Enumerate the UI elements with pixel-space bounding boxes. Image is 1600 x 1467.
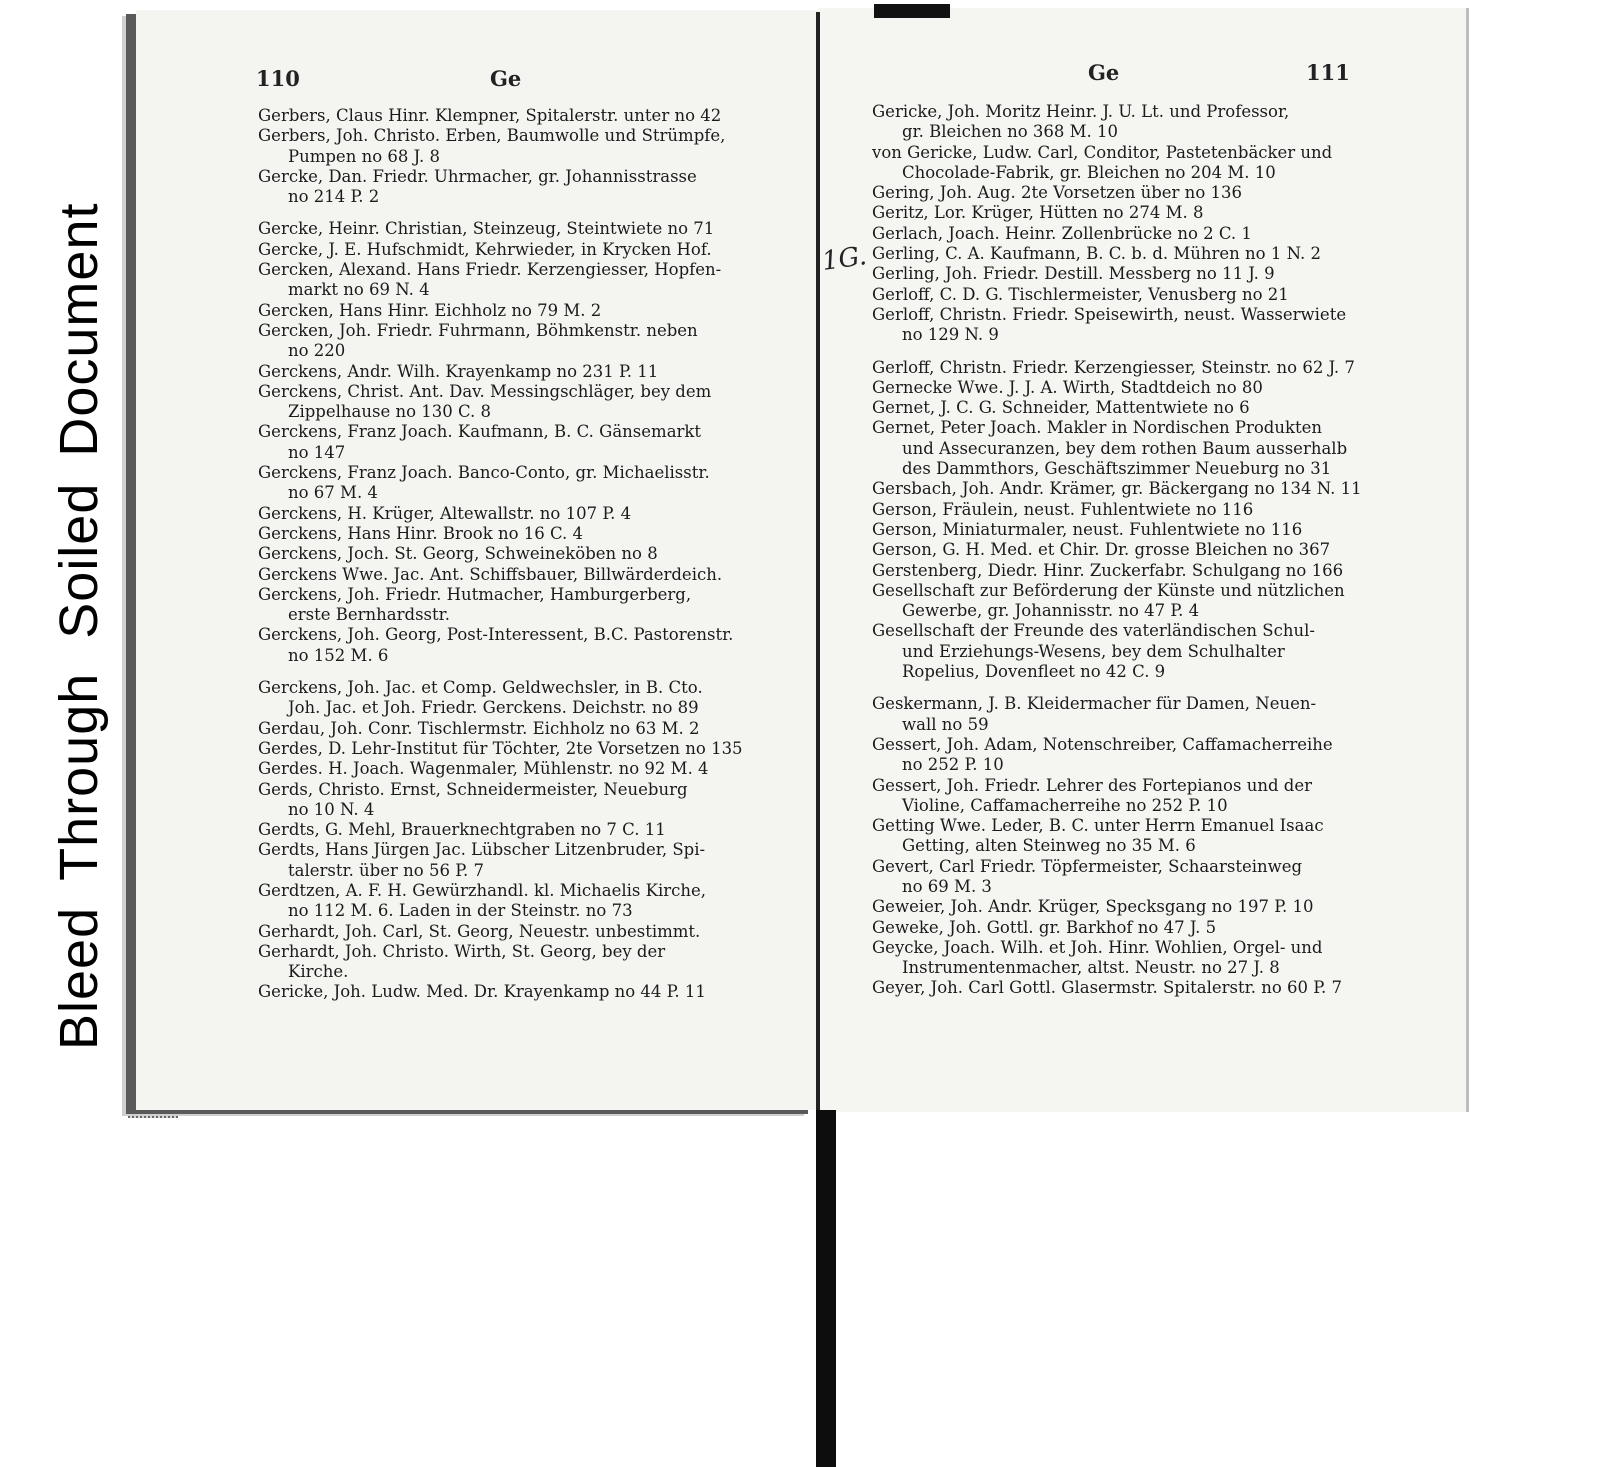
- entry-continuation-line: Joh. Jac. et Joh. Friedr. Gerckens. Deichstr. no 89: [288, 698, 699, 718]
- entry-line: Gerckens, Christ. Ant. Dav. Messingschläger, bey dem: [258, 381, 712, 401]
- directory-entry: [258, 739, 754, 759]
- directory-entry: [258, 321, 754, 362]
- directory-entry: [258, 678, 754, 719]
- entry-continuation-line: wall no 59: [902, 714, 989, 734]
- entry-continuation-line: gr. Bleichen no 368 M. 10: [902, 122, 1118, 142]
- entry-continuation-line: Violine, Caffamacherreihe no 252 P. 10: [902, 795, 1228, 815]
- entry-line: Gerbers, Claus Hinr. Klempner, Spitalerstr. unter no 42: [258, 106, 722, 125]
- entry-line: Gerckens, Franz Joach. Kaufmann, B. C. Gänsemarkt: [258, 422, 702, 442]
- left-running-head: Ge: [490, 66, 522, 91]
- entry-line: Gerdes. H. Joach. Wagenmaler, Mühlenstr. no 92 M. 4: [258, 759, 709, 779]
- directory-entry: [872, 500, 1372, 520]
- directory-entry: [872, 918, 1372, 938]
- left-entries: [258, 106, 754, 1003]
- entry-continuation-line: talerstr. über no 56 P. 7: [288, 860, 484, 880]
- directory-entry: [258, 463, 754, 504]
- directory-entry: [258, 585, 754, 626]
- side-label-word-4: Document: [49, 202, 109, 457]
- entry-continuation-line: no 10 N. 4: [288, 799, 375, 819]
- entry-line: Gerbers, Joh. Christo. Erben, Baumwolle und Strümpfe,: [258, 126, 726, 146]
- directory-entry: [258, 719, 754, 739]
- directory-entry: [258, 625, 754, 666]
- directory-entry: [258, 524, 754, 544]
- entry-line: Geweke, Joh. Gottl. gr. Barkhof no 47 J. 5: [872, 917, 1217, 937]
- entry-line: Gerckens, Joh. Georg, Post-Interessent, B.C. Pastorenstr.: [258, 625, 734, 645]
- directory-entry: [872, 244, 1372, 264]
- entry-continuation-line: no 214 P. 2: [288, 187, 380, 207]
- entry-continuation-line: Kirche.: [288, 962, 349, 982]
- entry-line: Gerloff, Christn. Friedr. Kerzengiesser, Steinstr. no 62 J. 7: [872, 357, 1355, 377]
- entry-line: Gernet, Peter Joach. Makler in Nordischen Produkten: [872, 418, 1322, 438]
- entry-line: Gessert, Joh. Adam, Notenschreiber, Caffamacherreihe: [872, 734, 1333, 754]
- directory-entry: [258, 240, 754, 260]
- directory-entry: [872, 378, 1372, 398]
- directory-entry: [872, 816, 1372, 857]
- directory-entry: [258, 126, 754, 167]
- directory-entry: [258, 167, 754, 208]
- right-page-number: 111: [1306, 60, 1350, 85]
- entry-line: Gerdts, G. Mehl, Brauerknechtgraben no 7 C. 11: [258, 820, 666, 840]
- entry-line: Gerson, G. H. Med. et Chir. Dr. grosse Bleichen no 367: [872, 540, 1331, 560]
- entry-line: Gerloff, C. D. G. Tischlermeister, Venusberg no 21: [872, 284, 1289, 304]
- entry-line: Gerloff, Christn. Friedr. Speisewirth, neust. Wasserwiete: [872, 304, 1347, 324]
- entry-continuation-line: no 112 M. 6. Laden in der Steinstr. no 73: [288, 901, 633, 921]
- directory-entry: [872, 183, 1372, 203]
- directory-entry: [872, 479, 1372, 499]
- entry-line: Gerdau, Joh. Conr. Tischlermstr. Eichholz no 63 M. 2: [258, 718, 700, 738]
- directory-entry: [258, 504, 754, 524]
- entry-line: Gerhardt, Joh. Christo. Wirth, St. Georg, bey der: [258, 941, 666, 961]
- directory-entry: [872, 285, 1372, 305]
- entry-line: Gerckens, H. Krüger, Altewallstr. no 107 P. 4: [258, 503, 632, 523]
- directory-entry: [258, 881, 754, 922]
- entry-line: Gerckens Wwe. Jac. Ant. Schiffsbauer, Billwärderdeich.: [258, 564, 723, 584]
- entry-line: Gerstenberg, Diedr. Hinr. Zuckerfabr. Schulgang no 166: [872, 560, 1344, 580]
- side-label-word-3: Soiled: [49, 482, 109, 639]
- directory-entry: [258, 219, 754, 239]
- entry-line: Gerckens, Andr. Wilh. Krayenkamp no 231 P. 11: [258, 361, 659, 381]
- directory-entry: [872, 520, 1372, 540]
- entry-line: Gersbach, Joh. Andr. Krämer, gr. Bäckergang no 134 N. 11: [872, 479, 1362, 499]
- entry-continuation-line: Gewerbe, gr. Johannisstr. no 47 P. 4: [902, 601, 1200, 621]
- margin-annotation: 1G.: [820, 241, 869, 277]
- entry-continuation-line: no 69 M. 3: [902, 876, 992, 896]
- entry-line: Gesellschaft zur Beförderung der Künste und nützlichen: [872, 580, 1345, 600]
- directory-entry: [258, 301, 754, 321]
- entry-line: Gerckens, Joh. Friedr. Hutmacher, Hamburgerberg,: [258, 584, 692, 604]
- directory-entry: [258, 362, 754, 382]
- entry-line: Gercken, Joh. Friedr. Fuhrmann, Böhmkenstr. neben: [258, 320, 698, 340]
- entry-line: Geritz, Lor. Krüger, Hütten no 274 M. 8: [872, 203, 1204, 223]
- entry-line: Gerckens, Franz Joach. Banco-Conto, gr. Michaelisstr.: [258, 463, 710, 483]
- entry-line: Geyer, Joh. Carl Gottl. Glasermstr. Spitalerstr. no 60 P. 7: [872, 978, 1342, 998]
- directory-entry: [872, 203, 1372, 223]
- entry-continuation-line: Chocolade-Fabrik, gr. Bleichen no 204 M. 10: [902, 162, 1276, 182]
- entry-line: Gessert, Joh. Friedr. Lehrer des Fortepianos und der: [872, 775, 1312, 795]
- directory-entry: [258, 982, 754, 1002]
- entry-line: Gerling, C. A. Kaufmann, B. C. b. d. Mühren no 1 N. 2: [872, 244, 1321, 264]
- entry-continuation-line: Instrumentenmacher, altst. Neustr. no 27 J. 8: [902, 958, 1280, 978]
- entry-gap: [872, 682, 1372, 694]
- directory-entry: [872, 305, 1372, 346]
- bookmark-ribbon: [816, 1110, 836, 1467]
- directory-entry: [872, 857, 1372, 898]
- entry-line: Gesellschaft der Freunde des vaterländischen Schul-: [872, 621, 1315, 641]
- directory-entry: [872, 776, 1372, 817]
- entry-continuation-line: no 252 P. 10: [902, 755, 1004, 775]
- entry-line: Gerhardt, Joh. Carl, St. Georg, Neuestr. unbestimmt.: [258, 921, 701, 941]
- directory-entry: [258, 106, 754, 126]
- entry-line: Gerckens, Joch. St. Georg, Schweineköben no 8: [258, 544, 658, 564]
- directory-entry: [258, 544, 754, 564]
- entry-line: Gerdes, D. Lehr-Institut für Töchter, 2te Vorsetzen no 135: [258, 738, 743, 758]
- entry-continuation-line: no 152 M. 6: [288, 645, 389, 665]
- directory-entry: [872, 938, 1372, 979]
- directory-entry: [258, 942, 754, 983]
- directory-entry: [258, 780, 754, 821]
- directory-entry: [258, 840, 754, 881]
- entry-continuation-line: erste Bernhardsstr.: [288, 605, 450, 625]
- book-gutter: [816, 12, 820, 1120]
- entry-line: von Gericke, Ludw. Carl, Conditor, Pastetenbäcker und: [872, 142, 1333, 162]
- entry-line: Gericke, Joh. Ludw. Med. Dr. Krayenkamp no 44 P. 11: [258, 982, 706, 1002]
- right-running-head: Ge: [1088, 60, 1120, 85]
- entry-line: Gerling, Joh. Friedr. Destill. Messberg no 11 J. 9: [872, 264, 1275, 284]
- entry-line: Gerdtzen, A. F. H. Gewürzhandl. kl. Michaelis Kirche,: [258, 880, 706, 900]
- directory-entry: [872, 224, 1372, 244]
- entry-continuation-line: Zippelhause no 130 C. 8: [288, 402, 492, 422]
- entry-continuation-line: des Dammthors, Geschäftszimmer Neueburg no 31: [902, 459, 1332, 479]
- entry-continuation-line: markt no 69 N. 4: [288, 280, 430, 300]
- entry-line: Gerdts, Hans Jürgen Jac. Lübscher Litzenbruder, Spi-: [258, 840, 706, 860]
- directory-entry: [872, 398, 1372, 418]
- directory-entry: [258, 422, 754, 463]
- entry-continuation-line: Getting, alten Steinweg no 35 M. 6: [902, 836, 1196, 856]
- directory-entry: [872, 621, 1372, 682]
- entry-line: Gerson, Fräulein, neust. Fuhlentwiete no 116: [872, 499, 1254, 519]
- entry-line: Gercke, Dan. Friedr. Uhrmacher, gr. Johannisstrasse: [258, 166, 697, 186]
- directory-entry: [872, 694, 1372, 735]
- entry-continuation-line: no 147: [288, 442, 346, 462]
- entry-line: Gerson, Miniaturmaler, neust. Fuhlentwiete no 116: [872, 519, 1303, 539]
- directory-entry: [258, 922, 754, 942]
- entry-continuation-line: no 67 M. 4: [288, 483, 378, 503]
- directory-entry: [258, 260, 754, 301]
- entry-line: Gering, Joh. Aug. 2te Vorsetzen über no 136: [872, 183, 1242, 203]
- entry-line: Gerckens, Hans Hinr. Brook no 16 C. 4: [258, 523, 584, 543]
- entry-line: Gercken, Alexand. Hans Friedr. Kerzengiesser, Hopfen-: [258, 260, 722, 280]
- directory-entry: [872, 735, 1372, 776]
- entry-gap: [258, 666, 754, 678]
- entry-line: Gerckens, Joh. Jac. et Comp. Geldwechsler, in B. Cto.: [258, 678, 703, 698]
- directory-entry: [872, 358, 1372, 378]
- directory-entry: [872, 561, 1372, 581]
- entry-line: Gercke, J. E. Hufschmidt, Kehrwieder, in Krycken Hof.: [258, 239, 712, 259]
- directory-entry: [872, 143, 1372, 184]
- left-page-number: 110: [256, 66, 300, 91]
- entry-gap: [872, 346, 1372, 358]
- side-label-word-1: Bleed: [49, 906, 109, 1050]
- entry-line: Gercken, Hans Hinr. Eichholz no 79 M. 2: [258, 300, 602, 320]
- directory-entry: [872, 418, 1372, 479]
- entry-line: Gerds, Christo. Ernst, Schneidermeister, Neueburg: [258, 779, 688, 799]
- directory-entry: [872, 264, 1372, 284]
- entry-line: Geweier, Joh. Andr. Krüger, Specksgang no 197 P. 10: [872, 897, 1314, 917]
- directory-entry: [872, 102, 1372, 143]
- directory-entry: [258, 382, 754, 423]
- entry-continuation-line: und Assecuranzen, bey dem rothen Baum ausserhalb: [902, 438, 1348, 458]
- entry-line: Gerlach, Joach. Heinr. Zollenbrücke no 2 C. 1: [872, 223, 1252, 243]
- entry-continuation-line: no 129 N. 9: [902, 325, 999, 345]
- entry-continuation-line: und Erziehungs-Wesens, bey dem Schulhalter: [902, 641, 1285, 661]
- side-label-word-2: Through: [49, 672, 109, 881]
- directory-entry: [872, 897, 1372, 917]
- entry-continuation-line: no 220: [288, 341, 346, 361]
- directory-entry: [258, 820, 754, 840]
- entry-line: Geskermann, J. B. Kleidermacher für Damen, Neuen-: [872, 694, 1317, 714]
- right-entries: [872, 102, 1372, 999]
- directory-entry: [872, 978, 1372, 998]
- entry-continuation-line: Ropelius, Dovenfleet no 42 C. 9: [902, 662, 1166, 682]
- entry-continuation-line: Pumpen no 68 J. 8: [288, 146, 440, 166]
- entry-gap: [258, 207, 754, 219]
- entry-line: Geycke, Joach. Wilh. et Joh. Hinr. Wohlien, Orgel- und: [872, 937, 1323, 957]
- entry-line: Gernecke Wwe. J. J. A. Wirth, Stadtdeich no 80: [872, 377, 1263, 397]
- entry-line: Getting Wwe. Leder, B. C. unter Herrn Emanuel Isaac: [872, 816, 1324, 836]
- bookmark-ribbon-top: [874, 4, 950, 18]
- directory-entry: [258, 759, 754, 779]
- entry-line: Gercke, Heinr. Christian, Steinzeug, Steintwiete no 71: [258, 219, 715, 239]
- directory-entry: [872, 540, 1372, 560]
- entry-line: Gevert, Carl Friedr. Töpfermeister, Schaarsteinweg: [872, 856, 1303, 876]
- directory-entry: [872, 581, 1372, 622]
- entry-line: Gericke, Joh. Moritz Heinr. J. U. Lt. und Professor,: [872, 102, 1290, 121]
- side-label: [18, 30, 109, 1050]
- directory-entry: [258, 565, 754, 585]
- entry-line: Gernet, J. C. G. Schneider, Mattentwiete no 6: [872, 398, 1250, 418]
